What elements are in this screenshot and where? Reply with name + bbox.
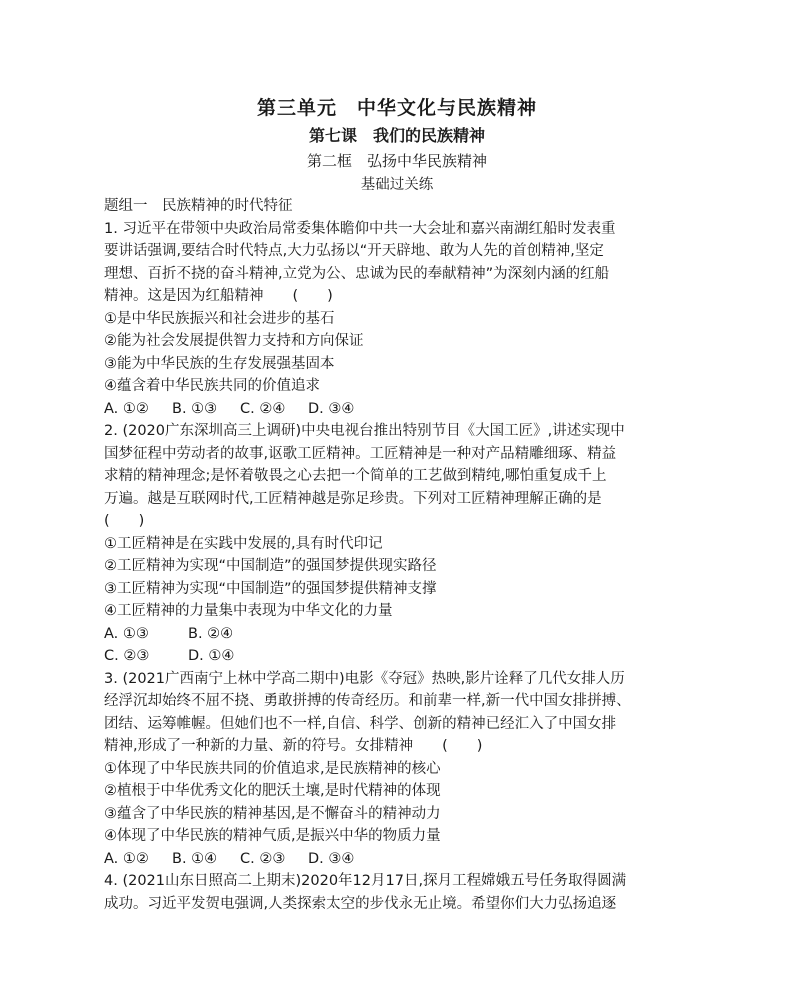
question-stem-line: 理想、百折不挠的奋斗精神,立党为公、忠诚为民的奉献精神”为深刻内涵的红船 [104, 265, 610, 282]
option-d[interactable]: D. ③④ [308, 400, 355, 417]
question-stem-line: ( ) [104, 513, 145, 529]
option-c[interactable]: C. ②③ [104, 648, 150, 664]
option-c[interactable]: C. ②④ [240, 400, 286, 417]
question-content [104, 195, 704, 915]
statement-item: ②工匠精神为实现“中国制造”的强国梦提供现实路径 [104, 558, 437, 574]
question-stem-line: 要讲话强调,要结合时代特点,大力弘扬以“开天辟地、敢为人先的首创精神,坚定 [104, 243, 604, 259]
question-stem-line: 精神。这是因为红船精神 ( ) [104, 288, 333, 304]
question-stem-line: 经浮沉却始终不屈不挠、勇敢拼搏的传奇经历。和前辈一样,新一代中国女排拼搏、 [104, 693, 631, 709]
practice-title: 基础过关练 [360, 177, 434, 193]
statement-item: ②植根于中华优秀文化的肥沃土壤,是时代精神的体现 [104, 783, 441, 799]
option-c[interactable]: C. ②③ [240, 850, 286, 867]
statement-item: ①是中华民族振兴和社会进步的基石 [104, 310, 335, 327]
option-b[interactable]: B. ①④ [172, 850, 218, 867]
statement-item: ③能为中华民族的生存发展强基固本 [104, 355, 335, 372]
option-a[interactable]: A. ①② [104, 850, 149, 867]
answer-options [104, 398, 704, 421]
unit-title: 第三单元 中华文化与民族精神 [256, 97, 537, 119]
section-title: 第二框 弘扬中华民族精神 [306, 152, 487, 170]
question-4 [104, 870, 704, 915]
question-stem-line: 成功。习近平发贺电强调,人类探索太空的步伐永无止境。希望你们大力弘扬追逐 [104, 895, 617, 912]
option-b[interactable]: B. ②④ [188, 625, 234, 642]
question-stem-line: 4. (2021山东日照高二上期末)2020年12月17日,探月工程嫦娥五号任务取得圆满 [104, 873, 627, 889]
answer-options [104, 623, 704, 646]
statement-item: ③工匠精神为实现“中国制造”的强国梦提供精神支撑 [104, 580, 437, 597]
statement-item: ②能为社会发展提供智力支持和方向保证 [104, 333, 364, 349]
question-stem-line: 求精的精神理念;是怀着敬畏之心去把一个简单的工艺做到精纯,哪怕重复成千上 [104, 468, 607, 484]
statement-item: ④蕴含着中华民族共同的价值追求 [104, 378, 320, 394]
option-a[interactable]: A. ①② [104, 400, 149, 417]
statement-item: ④工匠精神的力量集中表现为中华文化的力量 [104, 603, 393, 619]
option-b[interactable]: B. ①③ [172, 400, 218, 417]
question-stem-line: 1. 习近平在带领中央政治局常委集体瞻仰中共一大会址和嘉兴南湖红船时发表重 [104, 220, 616, 237]
question-3 [104, 668, 704, 871]
answer-options [104, 645, 704, 668]
question-stem-line: 万遍。越是互联网时代,工匠精神越是弥足珍贵。下列对工匠精神理解正确的是 [104, 490, 602, 507]
option-a[interactable]: A. ①③ [104, 625, 149, 642]
question-1 [104, 218, 704, 421]
group-heading: 题组一 民族精神的时代特征 [104, 198, 293, 214]
question-stem-line: 团结、运筹帷幄。但她们也不一样,自信、科学、创新的精神已经汇入了中国女排 [104, 715, 617, 732]
statement-item: ①体现了中华民族共同的价值追求,是民族精神的核心 [104, 760, 441, 777]
question-stem-line: 国梦征程中劳动者的故事,讴歌工匠精神。工匠精神是一种对产品精雕细琢、精益 [104, 445, 617, 462]
question-stem-line: 2. (2020广东深圳高三上调研)中央电视台推出特别节目《大国工匠》,讲述实现中 [104, 423, 625, 439]
statement-item: ①工匠精神是在实践中发展的,具有时代印记 [104, 535, 383, 552]
lesson-title: 第七课 我们的民族精神 [308, 126, 485, 145]
option-d[interactable]: D. ①④ [188, 648, 235, 664]
statement-item: ④体现了中华民族的精神气质,是振兴中华的物质力量 [104, 828, 441, 844]
question-stem-line: 3. (2021广西南宁上林中学高二期中)电影《夺冠》热映,影片诠释了几代女排人历 [104, 670, 625, 687]
option-d[interactable]: D. ③④ [308, 850, 355, 867]
answer-options [104, 848, 704, 871]
question-stem-line: 精神,形成了一种新的力量、新的符号。女排精神 ( ) [104, 738, 483, 754]
statement-item: ③蕴含了中华民族的精神基因,是不懈奋斗的精神动力 [104, 805, 441, 822]
question-2 [104, 420, 704, 668]
